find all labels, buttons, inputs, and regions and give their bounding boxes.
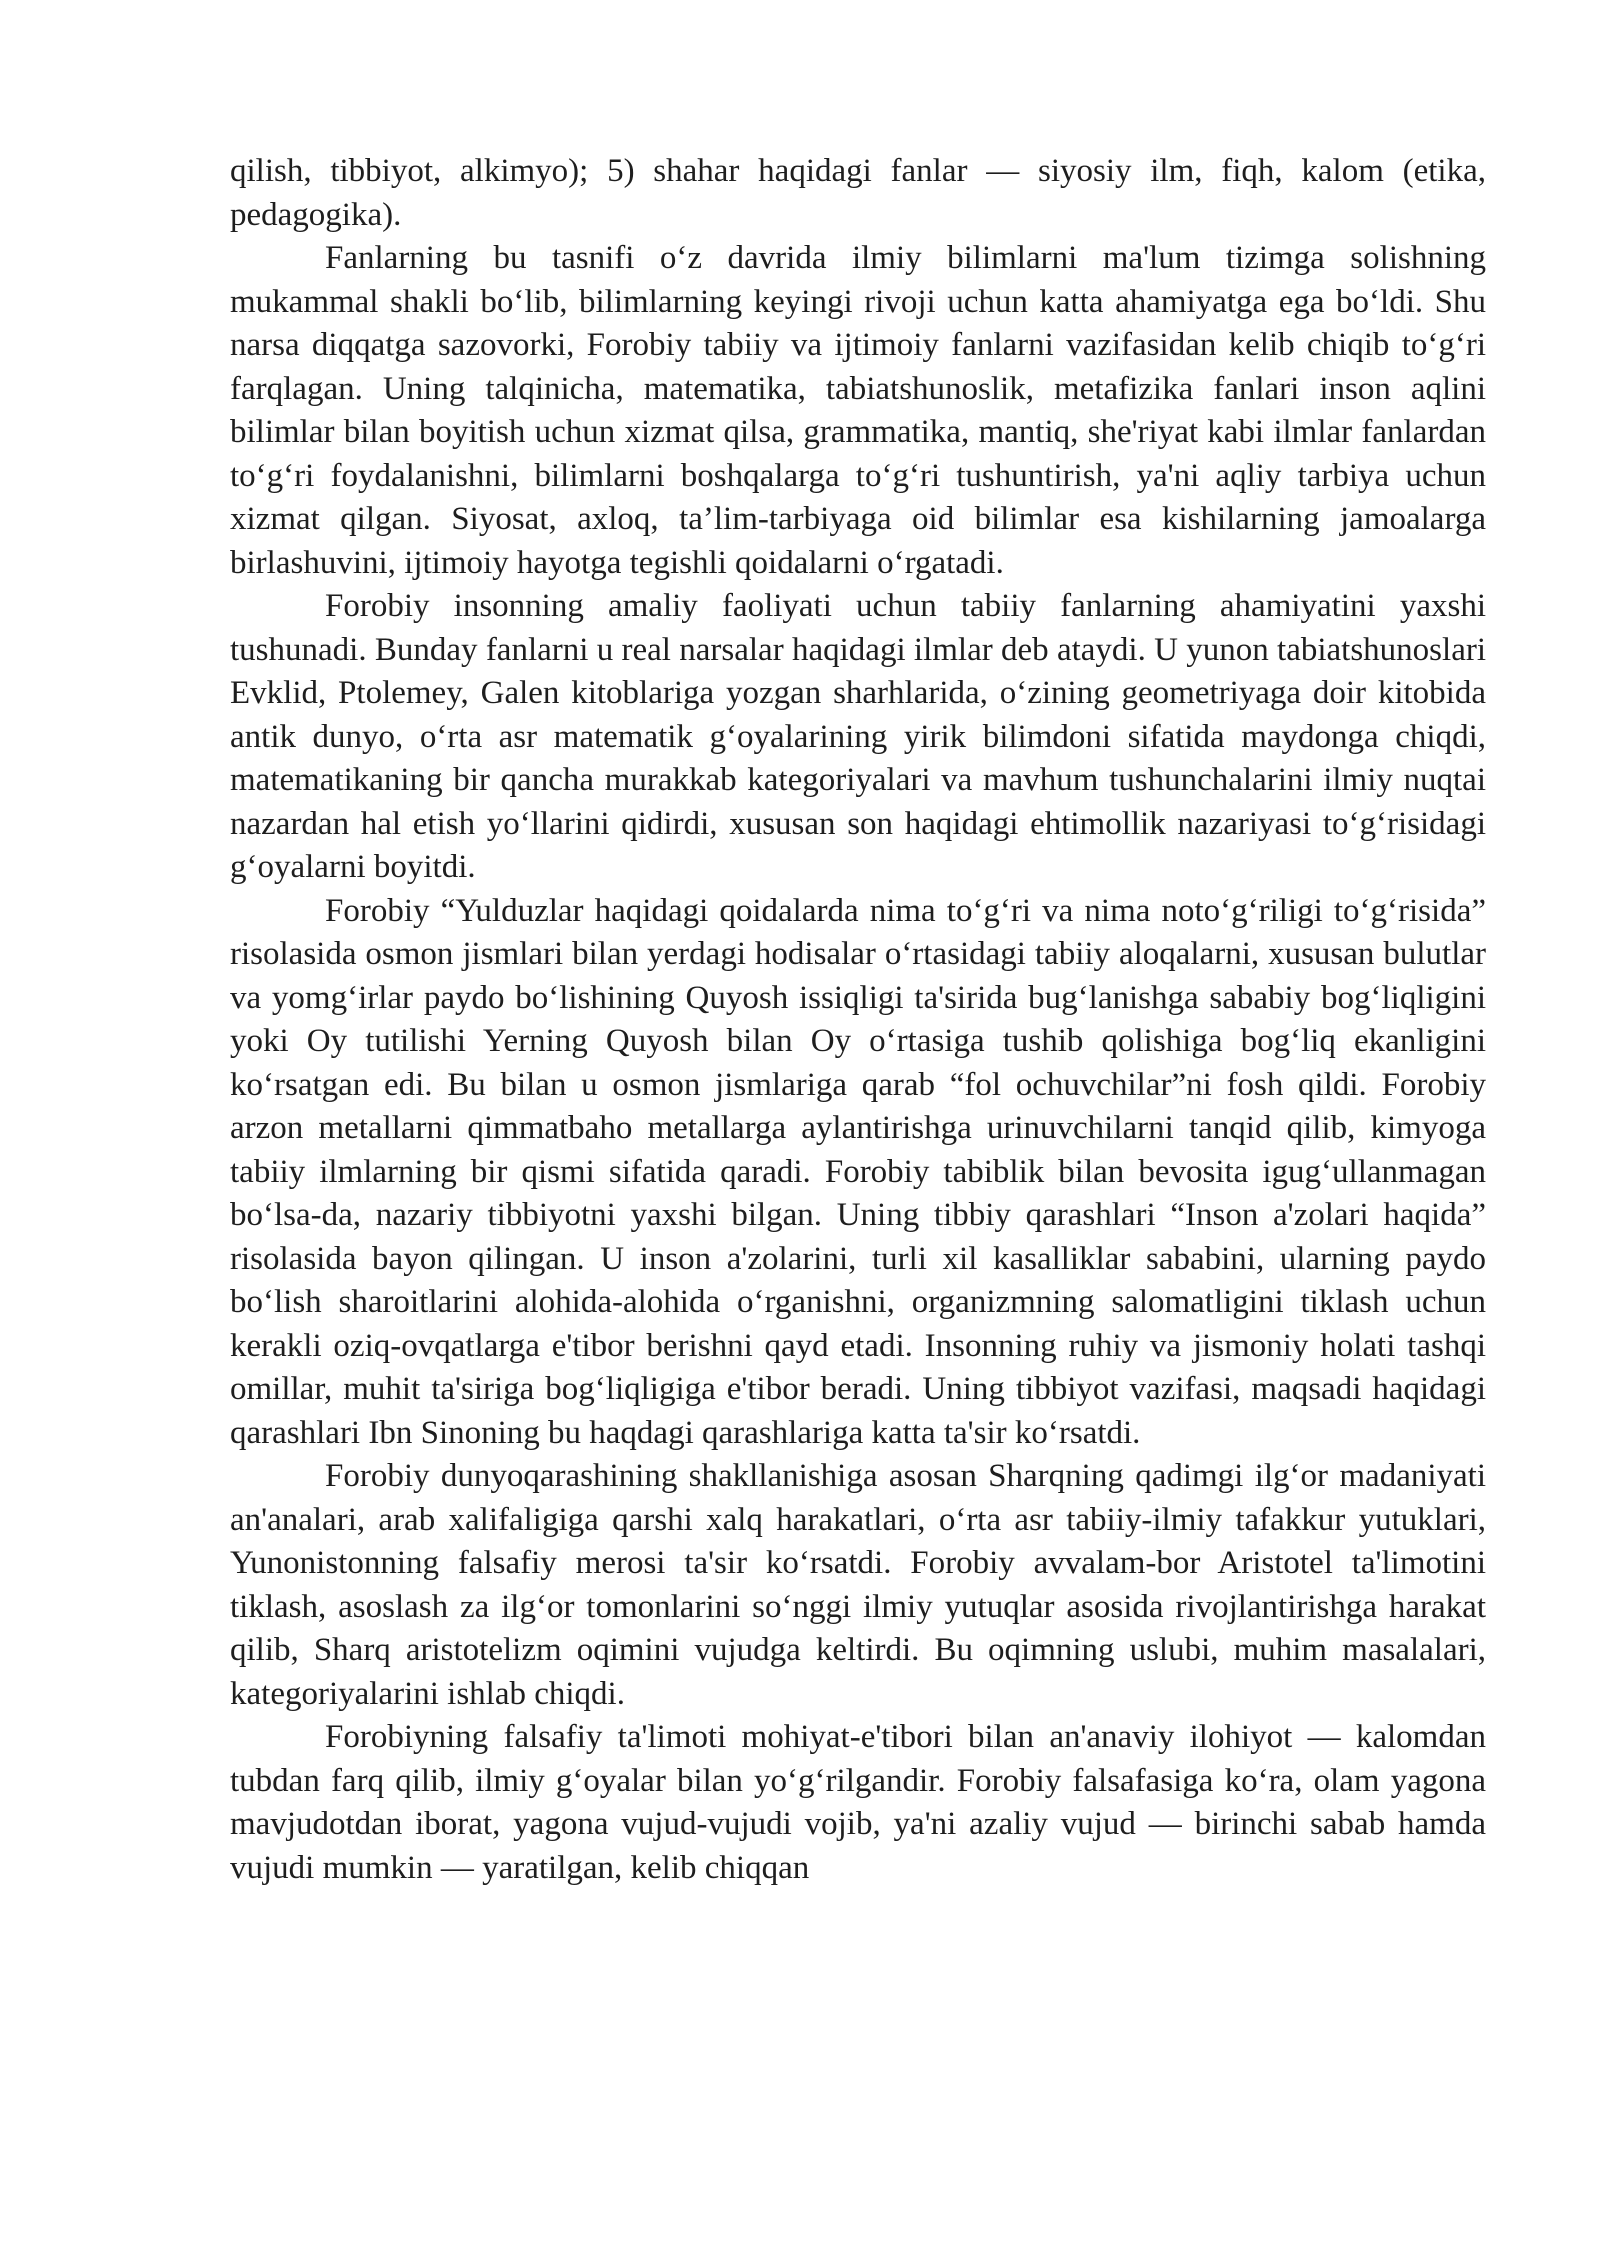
paragraph-natural-sciences: Forobiy insonning amaliy faoliyati uchun tabiiy fanlarning ahamiyatini yaxshi tushunadi. Bunday fanlarni u real narsalar haqidagi ilmlar deb ataydi. U yunon tabiatshunoslari Evklid, Ptolemey, Galen kitoblariga yozgan sharhlarida, o‘zining geometriyaga doir kitobida antik dunyo, o‘rta asr matematik g‘oyalarining yirik bilimdoni sifatida maydonga chiqdi, matematikaning bir qancha murakkab kategoriyalari va mavhum tushunchalarini ilmiy nuqtai nazardan hal etish yo‘llarini qidirdi, xususan son haqidagi ehtimollik nazariyasi to‘g‘risidagi g‘oyalarni boyitdi.	[230, 588, 1486, 885]
paragraph-continuation: qilish, tibbiyot, alkimyo); 5) shahar haqidagi fanlar — siyosiy ilm, fiqh, kalom (etika, pedagogika).	[230, 153, 1486, 233]
document-page	[230, 150, 1486, 1890]
paragraph-classification-of-sciences: Fanlarning bu tasnifi o‘z davrida ilmiy bilimlarni ma'lum tizimga solishning mukammal shakli bo‘lib, bilimlarning keyingi rivoji uchun katta ahamiyatga ega bo‘ldi. Shu narsa diqqatga sazovorki, Forobiy tabiiy va ijtimoiy fanlarni vazifasidan kelib chiqib to‘g‘ri farqlagan. Uning talqinicha, matematika, tabiatshunoslik, metafizika fanlari inson aqlini bilimlar bilan boyitish uchun xizmat qilsa, grammatika, mantiq, she'riyat kabi ilmlar fanlardan to‘g‘ri foydalanishni, bilimlarni boshqalarga to‘g‘ri tushuntirish, ya'ni aqliy tarbiya uchun xizmat qilgan. Siyosat, axloq, ta’lim-tarbiyaga oid bilimlar esa kishilarning jamoalarga birlashuvini, ijtimoiy hayotga tegishli qoidalarni o‘rgatadi.	[230, 240, 1486, 581]
paragraph-worldview-formation: Forobiy dunyoqarashining shakllanishiga asosan Sharqning qadimgi ilg‘or madaniyati an'analari, arab xalifaligiga qarshi xalq harakatlari, o‘rta asr tabiiy-ilmiy tafakkur yutuklari, Yunonistonning falsafiy merosi ta'sir ko‘rsatdi. Forobiy avvalam-bor Aristotel ta'limotini tiklash, asoslash za ilg‘or tomonlarini so‘nggi ilmiy yutuqlar asosida rivojlantirishga harakat qilib, Sharq aristotelizm oqimini vujudga keltirdi. Bu oqimning uslubi, muhim masalalari, kategoriyalarini ishlab chiqdi.	[230, 1458, 1486, 1712]
paragraph-astronomy-medicine: Forobiy “Yulduzlar haqidagi qoidalarda nima to‘g‘ri va nima noto‘g‘riligi to‘g‘risida” risolasida osmon jismlari bilan yerdagi hodisalar o‘rtasidagi tabiiy aloqalarni, xususan bulutlar va yomg‘irlar paydo bo‘lishining Quyosh issiqligi ta'sirida bug‘lanishga sababiy bog‘liqligini yoki Oy tutilishi Yerning Quyosh bilan Oy o‘rtasiga tushib qolishiga bog‘liq ekanligini ko‘rsatgan edi. Bu bilan u osmon jismlariga qarab “fol ochuvchilar”ni fosh qildi. Forobiy arzon metallarni qimmatbaho metallarga aylantirishga urinuvchilarni tanqid qilib, kimyoga tabiiy ilmlarning bir qismi sifatida qaradi. Forobiy tabiblik bilan bevosita igug‘ullanmagan bo‘lsa-da, nazariy tibbiyotni yaxshi bilgan. Uning tibbiy qarashlari “Inson a'zolari haqida” risolasida bayon qilingan. U inson a'zolarini, turli xil kasalliklar sababini, ularning paydo bo‘lish sharoitlarini alohida-alohida o‘rganishni, organizmning salomatligini tiklash uchun kerakli oziq-ovqatlarga e'tibor berishni qayd etadi. Insonning ruhiy va jismoniy holati tashqi omillar, muhit ta'siriga bog‘liqligiga e'tibor beradi. Uning tibbiyot vazifasi, maqsadi haqidagi qarashlari Ibn Sinoning bu haqdagi qarashlariga katta ta'sir ko‘rsatdi.	[230, 892, 1486, 1451]
paragraph-philosophical-teaching: Forobiyning falsafiy ta'limoti mohiyat-e'tibori bilan an'anaviy ilohiyot — kalomdan tubdan farq qilib, ilmiy g‘oyalar bilan yo‘g‘rilgandir. Forobiy falsafasiga ko‘ra, olam yagona mavjudotdan iborat, yagona vujud-vujudi vojib, ya'ni azaliy vujud — birinchi sabab hamda vujudi mumkin — yaratilgan, kelib chiqqan	[230, 1719, 1486, 1886]
